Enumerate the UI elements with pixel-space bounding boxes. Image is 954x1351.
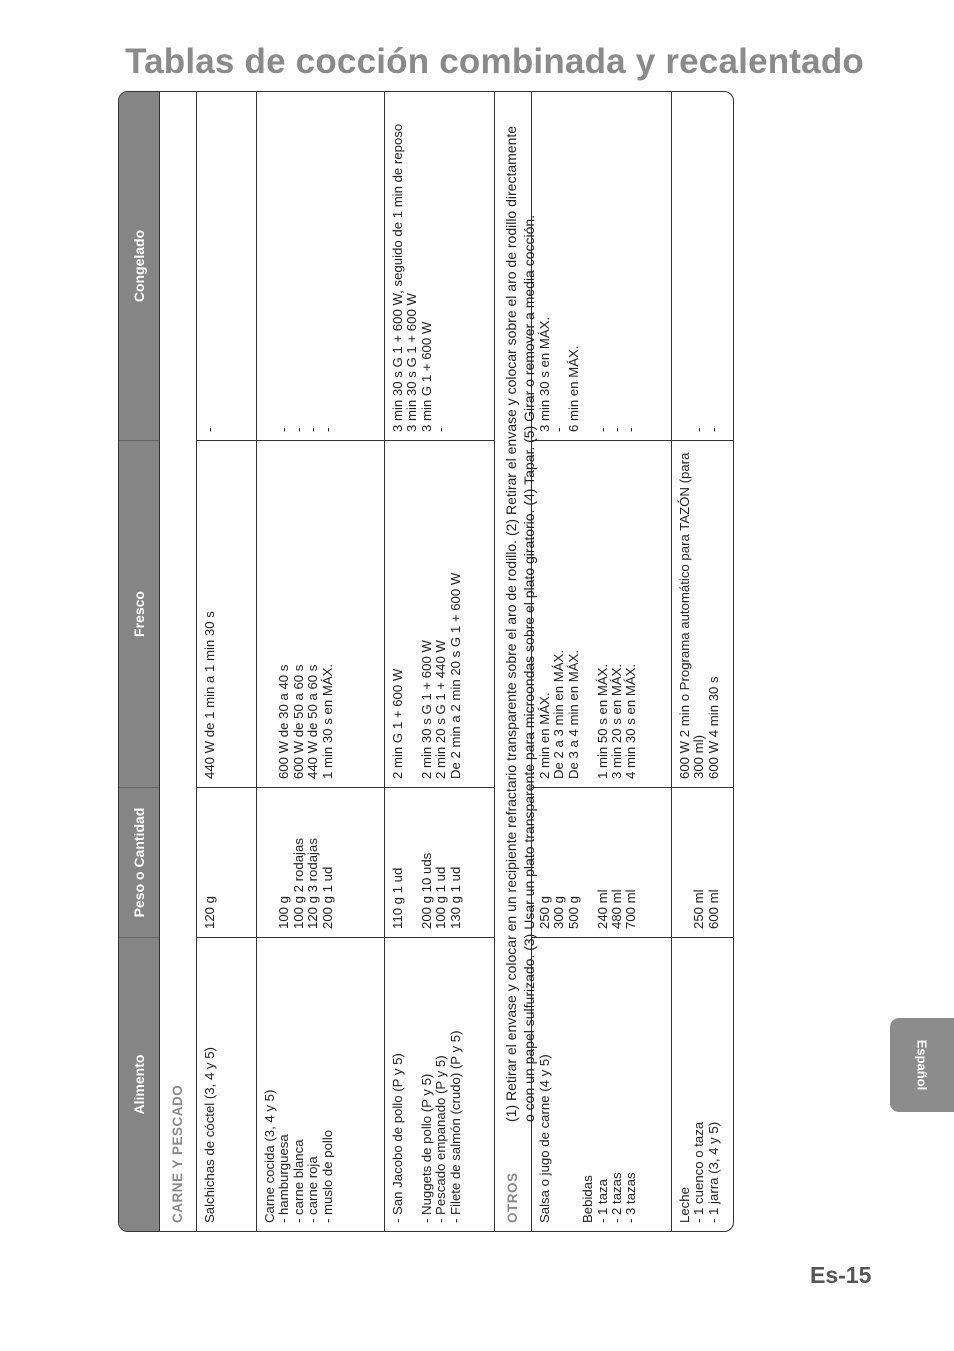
fresh-cell: 2 min G 1 + 600 W 2 min 30 s G 1 + 600 W 2 min 20 s G 1 + 440 W De 2 min a 2 min 20 s G 1 + 600 W [384,441,494,788]
header-congelado: Congelado [119,92,159,441]
fresh-cell: 440 W de 1 min a 1 min 30 s [196,441,256,788]
table-row [384,92,494,1231]
fresh-cell: 2 min en MÁX. De 2 a 3 min en MÁX. De 3 a 4 min en MÁX. 1 min 50 s en MÁX. 3 min 20 s en MÁX. 4 min 30 s en MÁX. [531,441,671,788]
table-row [531,92,671,1231]
food-cell: - San Jacobo de pollo (P y 5) - Nuggets de pollo (P y 5) - Pescado empanado (P y 5) - Filete de salmón (crudo) (P y 5) [384,938,494,1231]
frozen-cell: 3 min 30 s G 1 + 600 W, seguido de 1 min de reposo 3 min 30 s G 1 + 600 W 3 min G 1 + 600 W - [384,92,494,441]
cooking-table [118,91,734,1232]
frozen-cell: 3 min 30 s en MÁX. - 6 min en MÁX. - - - [531,92,671,441]
section-label: OTROS [494,92,531,1231]
header-fresco: Fresco [119,441,159,788]
language-tab [890,1018,954,1112]
section-row-carne-pescado [159,92,196,1231]
footnote: (1) Retirar el envase y colocar en un recipiente refractario transparente sobre el aro de rodillo. (2) Retirar el envase y colocar sobre el aro de rodillo directamente o con un papel sulfurizado. (3) Usar un plato transparente para microondas sobre el plato giratorio. (4) Tapar. (5) Girar o remover a media cocción. [503,125,537,1122]
quantity-cell: 110 g 1 ud 200 g 10 uds 100 g 1 ud 130 g 1 ud [384,788,494,938]
table-row [256,92,384,1231]
frozen-cell: - [196,92,256,441]
table-row [196,92,256,1231]
page-title: Tablas de cocción combinada y recalentado [125,42,864,81]
page-number: Es-15 [810,1262,872,1288]
section-label: CARNE Y PESCADO [159,92,196,1231]
cooking-table-rotated [118,93,734,1232]
header-peso-cantidad: Peso o Cantidad [119,788,159,938]
table-row [671,92,733,1231]
quantity-cell: 100 g 100 g 2 rodajas 120 g 3 rodajas 200 g 1 ud [256,788,384,938]
table-header-row [119,92,159,1231]
food-cell: Carne cocida (3, 4 y 5) - hamburguesa - carne blanca - carne roja - muslo de pollo [256,938,384,1231]
food-cell: Leche - 1 cuenco o taza - 1 jarra (3, 4 y 5) [671,938,733,1231]
quantity-cell: 120 g [196,788,256,938]
frozen-cell: - - - - [256,92,384,441]
food-cell: Salchichas de cóctel (3, 4 y 5) [196,938,256,1231]
quantity-cell: 250 g 300 g 500 g 240 ml 480 ml 700 ml [531,788,671,938]
food-cell: Salsa o jugo de carne (4 y 5) Bebidas - 1 taza - 2 tazas - 3 tazas [531,938,671,1231]
fresh-cell: 600 W de 30 a 40 s 600 W de 50 a 60 s 440 W de 50 a 60 s 1 min 30 s en MÁX. [256,441,384,788]
fresh-cell: 600 W 2 min o Programa automático para TAZÓN (para 300 ml) 600 W 4 min 30 s [671,441,733,788]
frozen-cell: - - [671,92,733,441]
language-tab-label: Español [914,1039,930,1091]
header-alimento: Alimento [119,938,159,1231]
quantity-cell: 250 ml 600 ml [671,788,733,938]
